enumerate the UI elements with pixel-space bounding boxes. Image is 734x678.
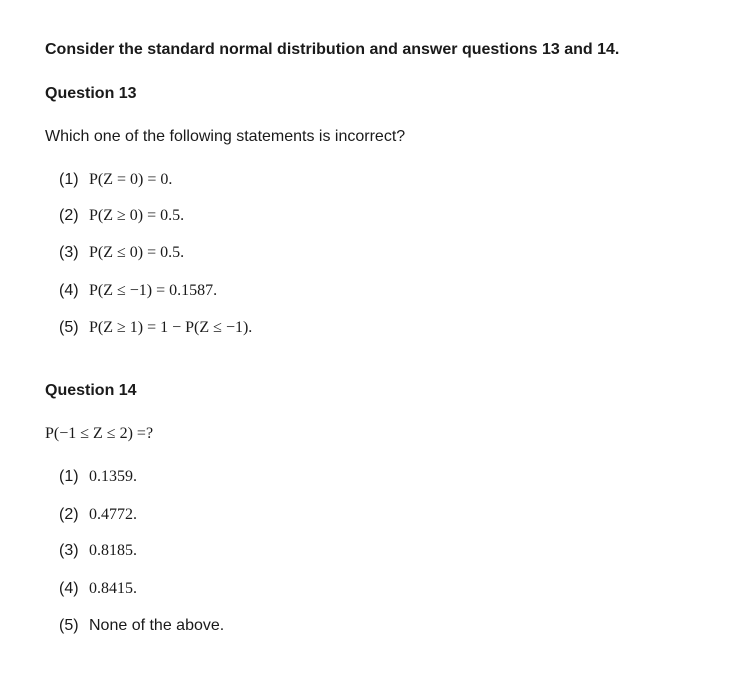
question-13-option-2	[59, 207, 184, 225]
option-number: (1)	[59, 468, 79, 485]
option-number: (5)	[59, 319, 79, 336]
option-text: 0.8415.	[89, 580, 137, 597]
question-14-option-2	[59, 506, 137, 524]
option-text: 0.8185.	[89, 542, 137, 559]
question-13-heading: Question 13	[45, 85, 137, 102]
question-13-option-5	[59, 319, 252, 337]
question-14-option-1	[59, 468, 137, 486]
option-number: (4)	[59, 282, 79, 299]
option-text: 0.4772.	[89, 506, 137, 523]
question-14-heading: Question 14	[45, 382, 137, 399]
option-number: (5)	[59, 617, 79, 634]
question-13-option-4	[59, 282, 217, 300]
option-number: (3)	[59, 542, 79, 559]
option-text: 0.1359.	[89, 468, 137, 485]
question-14-prompt: P(−1 ≤ Z ≤ 2) =?	[45, 425, 154, 442]
question-13-option-1	[59, 171, 172, 189]
option-text: P(Z ≥ 0) = 0.5.	[89, 207, 185, 224]
option-text: None of the above.	[89, 617, 225, 634]
option-text: P(Z ≤ 0) = 0.5.	[89, 244, 185, 261]
option-number: (3)	[59, 244, 79, 261]
option-number: (1)	[59, 171, 79, 188]
option-number: (2)	[59, 506, 79, 523]
question-13-option-3	[59, 244, 184, 262]
question-14-option-3	[59, 542, 137, 560]
option-number: (4)	[59, 580, 79, 597]
option-text: P(Z ≥ 1) = 1 − P(Z ≤ −1).	[89, 319, 253, 336]
question-13-prompt: Which one of the following statements is incorrect?	[45, 128, 406, 145]
option-number: (2)	[59, 207, 79, 224]
intro-text: Consider the standard normal distribution and answer questions 13 and 14.	[45, 41, 620, 58]
question-14-option-4	[59, 580, 137, 598]
option-text: P(Z = 0) = 0.	[89, 171, 173, 188]
option-text: P(Z ≤ −1) = 0.1587.	[89, 282, 218, 299]
question-14-option-5	[59, 617, 224, 635]
